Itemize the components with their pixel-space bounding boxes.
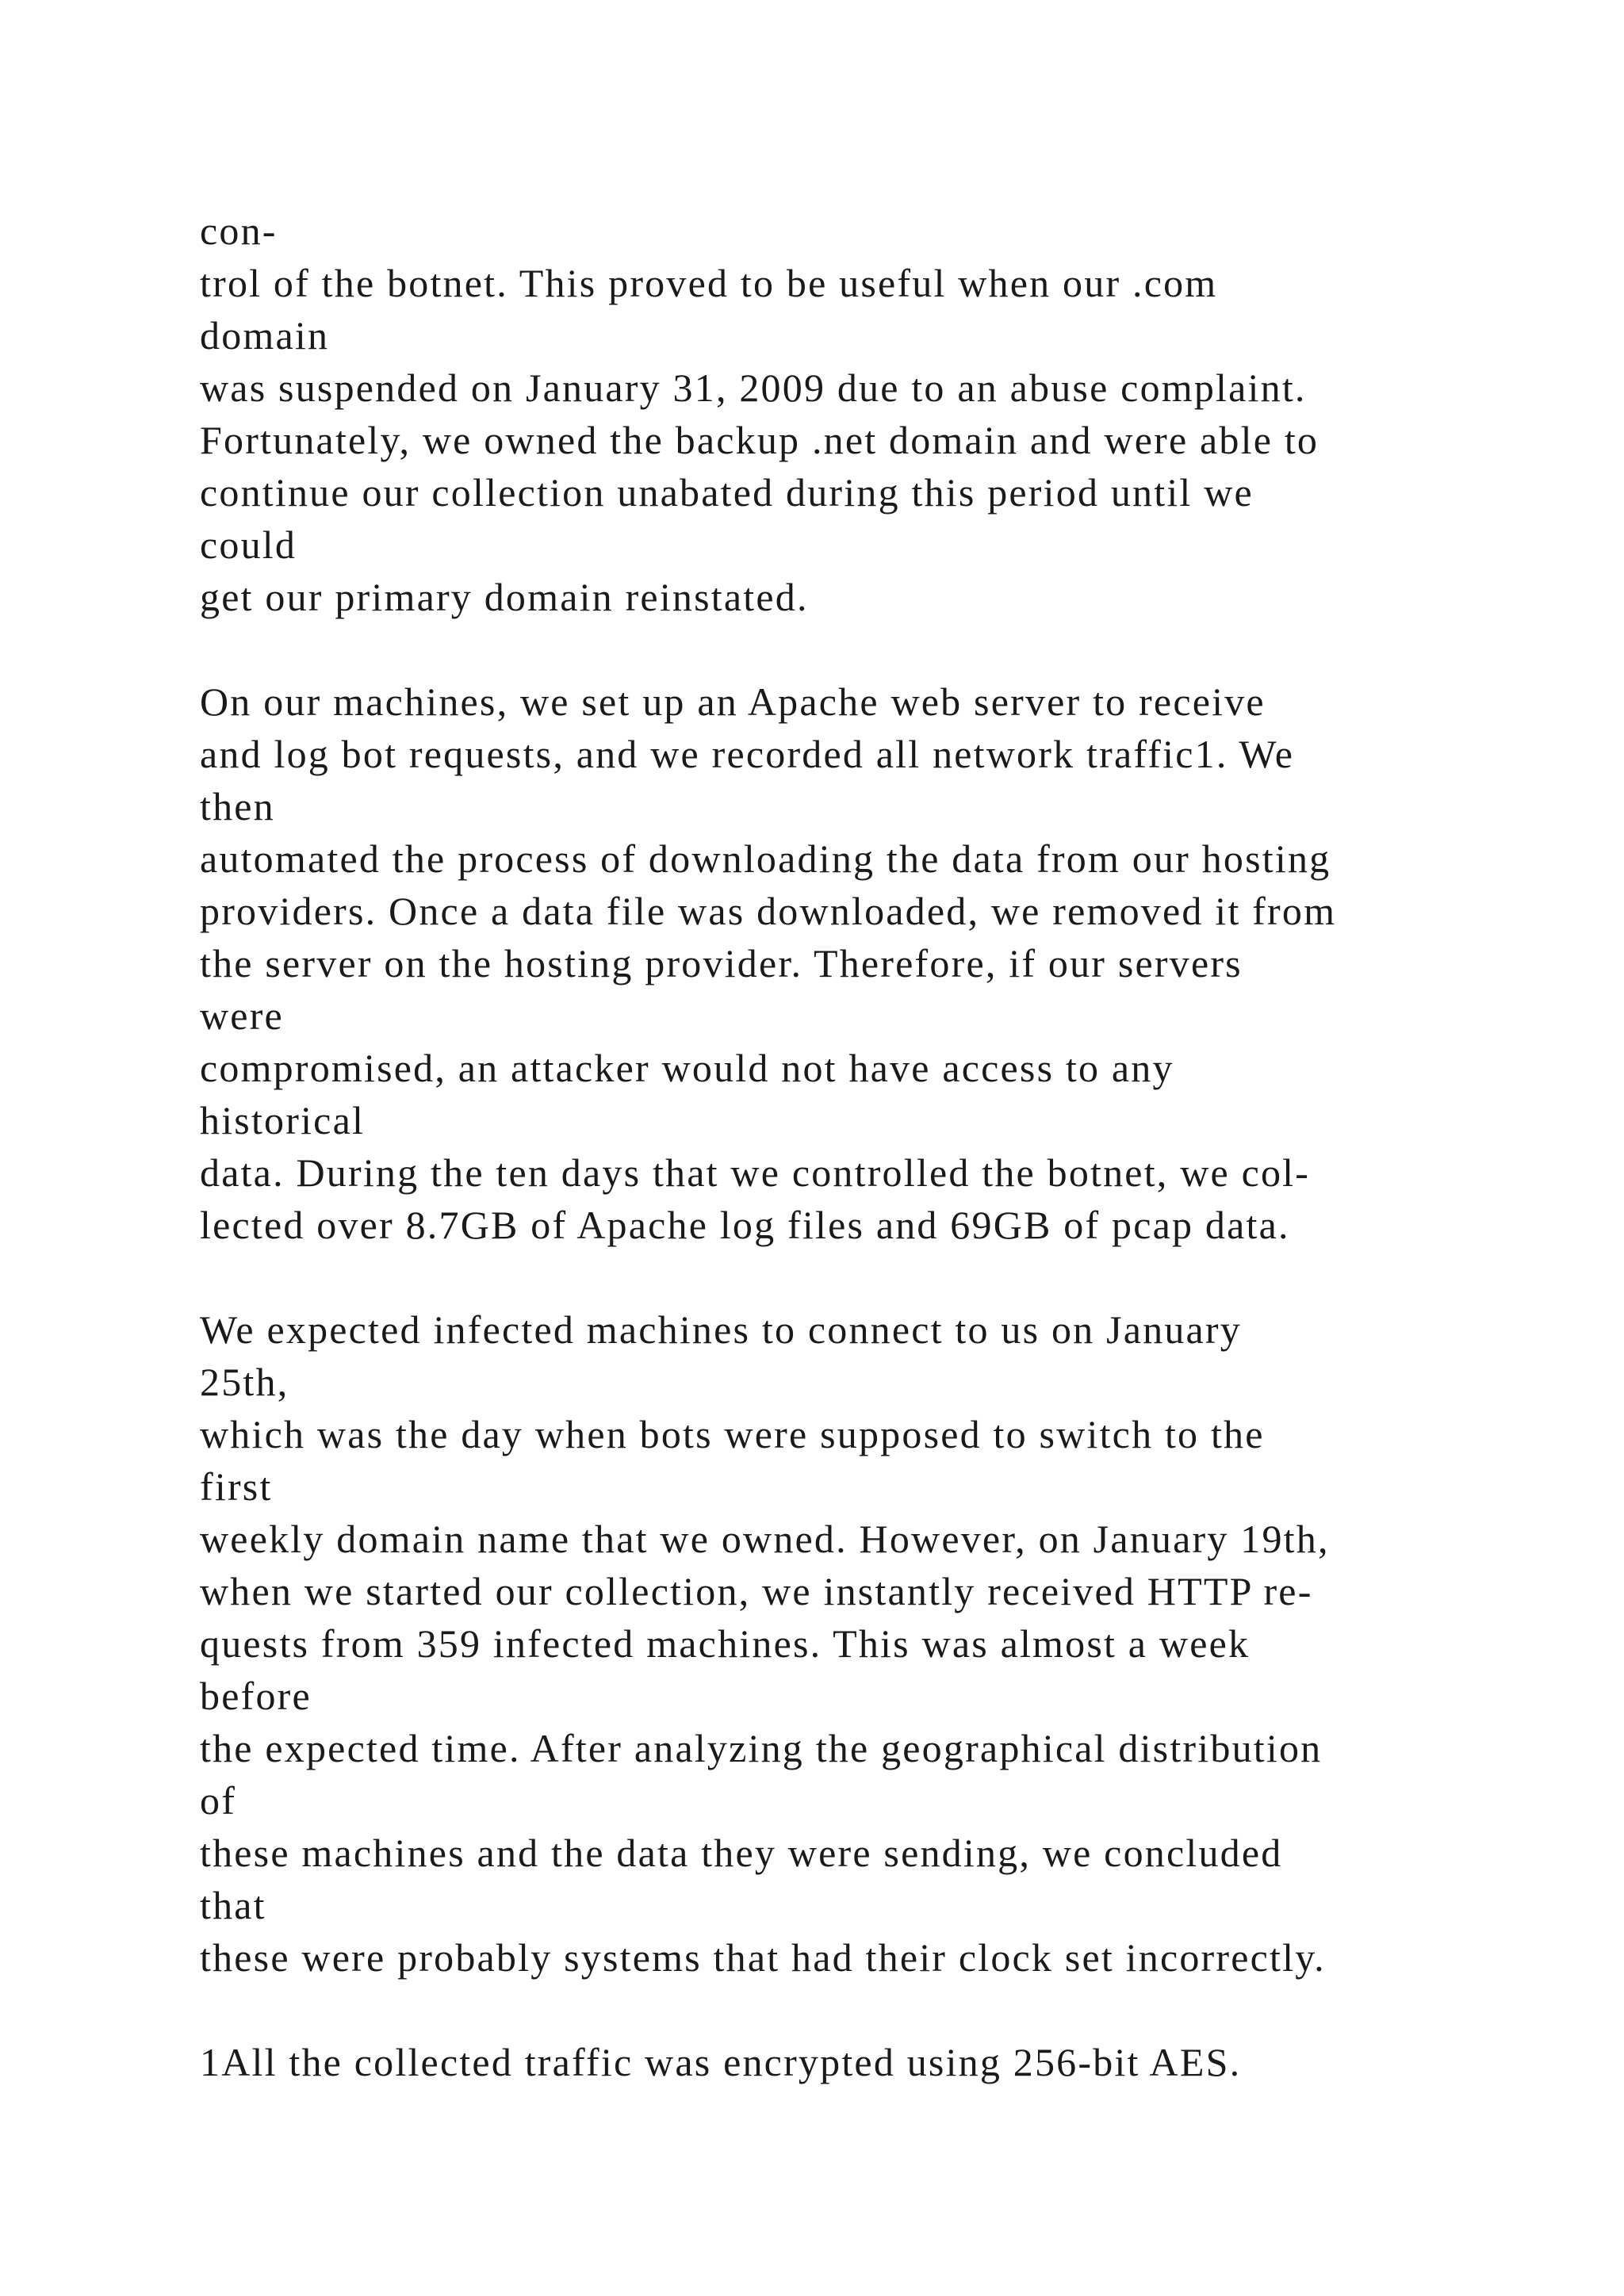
text-line: before — [200, 1674, 312, 1718]
text-line: lected over 8.7GB of Apache log files and 69GB of pcap data. — [200, 1203, 1290, 1247]
text-line: weekly domain name that we owned. However, on January 19th, — [200, 1517, 1330, 1561]
text-line: first — [200, 1464, 273, 1509]
text-line: the expected time. After analyzing the geographical distribution — [200, 1726, 1323, 1770]
text-line: which was the day when bots were supposed to switch to the — [200, 1412, 1265, 1456]
paragraph-3 — [200, 1303, 1595, 1984]
text-line: providers. Once a data file was downloaded, we removed it from — [200, 889, 1337, 933]
paragraph-gap — [200, 1251, 1595, 1303]
text-line: We expected infected machines to connect to us on January — [200, 1307, 1242, 1352]
paragraph-gap — [200, 623, 1595, 675]
text-line: continue our collection unabated during this period until we — [200, 470, 1254, 515]
text-line: were — [200, 993, 284, 1038]
text-line: these machines and the data they were sending, we concluded — [200, 1831, 1283, 1875]
text-line: trol of the botnet. This proved to be useful when our .com — [200, 261, 1218, 305]
footnote-text: 1All the collected traffic was encrypted using 256-bit AES. — [200, 2040, 1242, 2084]
footnote — [200, 2036, 1595, 2088]
text-line: 25th, — [200, 1360, 289, 1404]
text-line: then — [200, 784, 275, 828]
text-line: On our machines, we set up an Apache web server to receive — [200, 679, 1266, 724]
text-line: these were probably systems that had their clock set incorrectly. — [200, 1935, 1326, 1980]
text-line: could — [200, 522, 297, 567]
text-line: domain — [200, 313, 330, 358]
document-body — [200, 205, 1595, 2088]
text-line: and log bot requests, and we recorded all network traffic1. We — [200, 732, 1295, 776]
text-line: the server on the hosting provider. Therefore, if our servers — [200, 941, 1243, 985]
paragraph-1 — [200, 205, 1595, 623]
text-line: con- — [200, 209, 278, 253]
text-line: when we started our collection, we instantly received HTTP re- — [200, 1569, 1313, 1613]
text-line: get our primary domain reinstated. — [200, 575, 809, 619]
paragraph-gap — [200, 1984, 1595, 2036]
text-line: of — [200, 1778, 237, 1823]
text-line: historical — [200, 1098, 366, 1142]
text-line: compromised, an attacker would not have access to any — [200, 1046, 1174, 1090]
text-line: automated the process of downloading the data from our hosting — [200, 836, 1331, 881]
text-line: Fortunately, we owned the backup .net domain and were able to — [200, 418, 1320, 462]
text-line: quests from 359 infected machines. This was almost a week — [200, 1621, 1251, 1666]
text-line: data. During the ten days that we controlled the botnet, we col- — [200, 1150, 1311, 1195]
text-line: was suspended on January 31, 2009 due to an abuse complaint. — [200, 365, 1307, 410]
paragraph-2 — [200, 675, 1595, 1251]
text-line: that — [200, 1883, 266, 1927]
